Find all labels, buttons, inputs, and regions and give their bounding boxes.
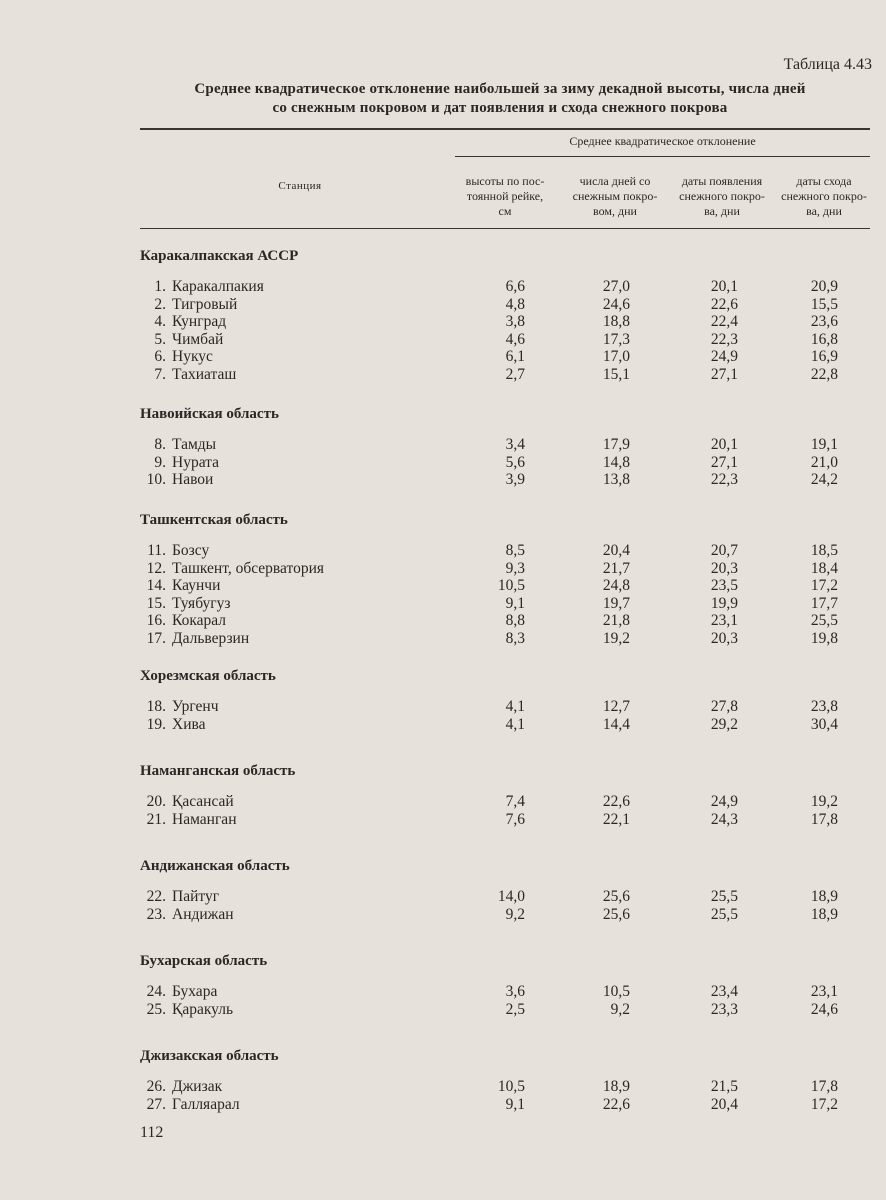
value-cell: 22,3 — [710, 330, 738, 348]
value-cell: 10,5 — [602, 983, 630, 1000]
value-cell: 20,1 — [710, 436, 738, 453]
station-name: Тамды — [172, 436, 217, 453]
value-cell: 7,4 — [505, 793, 525, 810]
value-cell: 23,4 — [710, 983, 738, 1000]
page-number: 112 — [140, 1124, 164, 1141]
station-number: 25. — [146, 1000, 166, 1018]
value-cell: 15,1 — [602, 365, 630, 383]
value-cell: 30,4 — [810, 715, 838, 733]
station-name: Навои — [172, 471, 214, 488]
value-cell: 25,6 — [602, 888, 630, 905]
table-row — [0, 888, 886, 906]
value-cell: 24,9 — [710, 793, 738, 810]
value-cell: 13,8 — [602, 471, 630, 488]
value-cell: 17,7 — [810, 594, 838, 612]
table-row — [0, 278, 886, 296]
group-title: Каракалпакская АССР — [140, 248, 299, 264]
value-cell: 21,5 — [710, 1078, 738, 1095]
value-cell: 24,9 — [710, 348, 738, 365]
table-row — [0, 313, 886, 331]
super-header-rule — [455, 156, 870, 157]
station-number: 16. — [146, 612, 166, 629]
value-cell: 17,2 — [810, 577, 838, 594]
value-cell: 20,4 — [602, 542, 630, 559]
station-number: 20. — [146, 793, 166, 810]
value-cell: 14,8 — [602, 453, 630, 471]
value-cell: 23,8 — [810, 698, 838, 715]
value-cell: 9,1 — [505, 594, 525, 612]
table-title — [150, 80, 850, 118]
table-row — [0, 716, 886, 734]
station-name: Кунград — [172, 313, 227, 330]
value-cell: 22,6 — [602, 793, 630, 810]
table-row — [0, 471, 886, 489]
value-cell: 24,6 — [602, 295, 630, 313]
value-cell: 4,1 — [505, 715, 525, 733]
group-title: Навоийская область — [140, 406, 279, 422]
table-row — [0, 595, 886, 613]
station-number: 21. — [146, 810, 166, 828]
station-name: Ташкент, обсерватория — [172, 559, 324, 577]
value-cell: 2,5 — [505, 1000, 525, 1018]
table-row — [0, 1001, 886, 1019]
value-cell: 27,1 — [710, 453, 738, 471]
value-cell: 20,3 — [710, 559, 738, 577]
value-cell: 20,9 — [810, 278, 838, 295]
value-cell: 25,5 — [810, 612, 838, 629]
value-cell: 7,6 — [505, 810, 525, 828]
value-cell: 21,7 — [602, 559, 630, 577]
table-row — [0, 577, 886, 595]
value-cell: 20,3 — [710, 629, 738, 647]
top-rule — [140, 128, 870, 130]
value-cell: 18,4 — [810, 559, 838, 577]
value-cell: 8,3 — [505, 629, 525, 647]
value-cell: 22,1 — [602, 810, 630, 828]
station-name: Бозсу — [172, 542, 210, 559]
station-name: Хива — [172, 715, 206, 733]
value-cell: 22,8 — [810, 365, 838, 383]
station-header: Станция — [278, 180, 322, 192]
station-name: Наманган — [172, 810, 237, 828]
station-name: Галляарал — [172, 1095, 240, 1113]
value-cell: 5,6 — [505, 453, 525, 471]
value-cell: 14,4 — [602, 715, 630, 733]
station-number: 2. — [154, 295, 166, 313]
station-number: 14. — [146, 577, 166, 594]
header-bottom-rule — [140, 228, 870, 229]
station-name: Дальверзин — [172, 629, 250, 647]
column-header-onset-date: даты появления снежного покро- ва, дни — [679, 174, 765, 218]
station-number: 22. — [146, 888, 166, 905]
station-name: Чимбай — [172, 330, 224, 348]
value-cell: 17,3 — [602, 330, 630, 348]
station-number: 24. — [146, 983, 166, 1000]
station-name: Қасансай — [172, 793, 234, 810]
station-number: 26. — [146, 1078, 166, 1095]
group-title: Ташкентская область — [140, 512, 288, 528]
station-number: 1. — [154, 278, 166, 295]
station-name: Кокарал — [172, 612, 226, 629]
value-cell: 19,9 — [710, 594, 738, 612]
value-cell: 3,6 — [505, 983, 525, 1000]
value-cell: 8,8 — [505, 612, 525, 629]
value-cell: 21,0 — [810, 453, 838, 471]
value-cell: 20,4 — [710, 1095, 738, 1113]
group-title: Бухарская область — [140, 953, 268, 969]
table-row — [0, 612, 886, 630]
value-cell: 19,2 — [602, 629, 630, 647]
station-number: 8. — [154, 436, 166, 453]
station-number: 23. — [146, 905, 166, 923]
station-name: Ургенч — [172, 698, 219, 715]
value-cell: 15,5 — [810, 295, 838, 313]
value-cell: 23,6 — [810, 313, 838, 330]
column-header-melt-date: даты схода снежного покро- ва, дни — [781, 174, 867, 218]
value-cell: 25,5 — [710, 905, 738, 923]
station-name: Каунчи — [172, 577, 221, 594]
table-label: Таблица 4.43 — [783, 56, 872, 73]
table-row — [0, 630, 886, 648]
table-row — [0, 296, 886, 314]
value-cell: 6,1 — [505, 348, 525, 365]
table-title-line-1: Среднее квадратическое отклонение наибольшей за зиму декадной высоты, числа дней — [194, 81, 806, 97]
table-title-line-2: со снежным покровом и дат появления и схода снежного покрова — [272, 100, 728, 116]
value-cell: 19,1 — [810, 436, 838, 453]
value-cell: 22,6 — [602, 1095, 630, 1113]
value-cell: 27,1 — [710, 365, 738, 383]
value-cell: 18,9 — [810, 905, 838, 923]
value-cell: 24,6 — [810, 1000, 838, 1018]
table-row — [0, 906, 886, 924]
station-name: Нурата — [172, 453, 220, 471]
value-cell: 23,3 — [710, 1000, 738, 1018]
value-cell: 9,2 — [610, 1000, 630, 1018]
station-name: Джизак — [172, 1078, 223, 1095]
station-number: 27. — [146, 1095, 166, 1113]
station-name: Қаракуль — [172, 1000, 234, 1018]
value-cell: 23,5 — [710, 577, 738, 594]
value-cell: 22,6 — [710, 295, 738, 313]
station-name: Бухара — [172, 983, 218, 1000]
value-cell: 17,0 — [602, 348, 630, 365]
column-header-height: высоты по пос- тоянной рейке, см — [465, 174, 545, 218]
station-number: 15. — [146, 594, 166, 612]
value-cell: 19,2 — [810, 793, 838, 810]
station-number: 11. — [147, 542, 166, 559]
value-cell: 16,9 — [810, 348, 838, 365]
table-row — [0, 454, 886, 472]
value-cell: 9,2 — [505, 905, 525, 923]
value-cell: 24,3 — [710, 810, 738, 828]
value-cell: 12,7 — [602, 698, 630, 715]
station-number: 5. — [154, 330, 166, 348]
value-cell: 23,1 — [710, 612, 738, 629]
column-header-snow-days: числа дней со снежным покро- вом, дни — [572, 174, 658, 218]
group-title: Хорезмская область — [140, 668, 276, 684]
value-cell: 14,0 — [497, 888, 525, 905]
table-row — [0, 811, 886, 829]
value-cell: 24,2 — [810, 471, 838, 488]
value-cell: 17,2 — [810, 1095, 838, 1113]
value-cell: 18,5 — [810, 542, 838, 559]
value-cell: 3,4 — [505, 436, 525, 453]
value-cell: 20,7 — [710, 542, 738, 559]
value-cell: 22,4 — [710, 313, 738, 330]
value-cell: 19,7 — [602, 594, 630, 612]
table-row — [0, 331, 886, 349]
value-cell: 17,9 — [602, 436, 630, 453]
value-cell: 4,8 — [505, 295, 525, 313]
station-name: Пайтуг — [172, 888, 220, 905]
station-number: 7. — [154, 365, 166, 383]
table-row — [0, 1078, 886, 1096]
table-row — [0, 348, 886, 366]
value-cell: 3,9 — [505, 471, 525, 488]
group-title: Андижанская область — [140, 858, 290, 874]
value-cell: 10,5 — [497, 577, 525, 594]
station-number: 9. — [154, 453, 166, 471]
value-cell: 17,8 — [810, 1078, 838, 1095]
table-row — [0, 560, 886, 578]
super-header: Среднее квадратическое отклонение — [569, 134, 756, 148]
table-row — [0, 983, 886, 1001]
value-cell: 4,1 — [505, 698, 525, 715]
table-row — [0, 436, 886, 454]
value-cell: 25,6 — [602, 905, 630, 923]
value-cell: 18,9 — [602, 1078, 630, 1095]
value-cell: 3,8 — [505, 313, 525, 330]
station-name: Тахиаташ — [172, 365, 237, 383]
value-cell: 27,8 — [710, 698, 738, 715]
value-cell: 20,1 — [710, 278, 738, 295]
station-number: 12. — [146, 559, 166, 577]
value-cell: 18,8 — [602, 313, 630, 330]
station-number: 10. — [146, 471, 166, 488]
value-cell: 25,5 — [710, 888, 738, 905]
value-cell: 24,8 — [602, 577, 630, 594]
station-number: 17. — [146, 629, 166, 647]
value-cell: 10,5 — [497, 1078, 525, 1095]
table-row — [0, 1096, 886, 1114]
value-cell: 23,1 — [810, 983, 838, 1000]
table-row — [0, 793, 886, 811]
station-name: Туябугуз — [172, 594, 231, 612]
station-name: Тигровый — [172, 295, 238, 313]
station-number: 6. — [154, 348, 166, 365]
table-row — [0, 542, 886, 560]
value-cell: 29,2 — [710, 715, 738, 733]
value-cell: 16,8 — [810, 330, 838, 348]
station-number: 18. — [146, 698, 166, 715]
value-cell: 22,3 — [710, 471, 738, 488]
group-title: Джизакская область — [140, 1048, 279, 1064]
value-cell: 9,1 — [505, 1095, 525, 1113]
value-cell: 4,6 — [505, 330, 525, 348]
value-cell: 6,6 — [505, 278, 525, 295]
value-cell: 9,3 — [505, 559, 525, 577]
value-cell: 27,0 — [602, 278, 630, 295]
station-number: 4. — [154, 313, 166, 330]
value-cell: 18,9 — [810, 888, 838, 905]
group-title: Наманганская область — [140, 763, 296, 779]
station-name: Нукус — [172, 348, 213, 365]
station-name: Андижан — [172, 905, 234, 923]
value-cell: 2,7 — [505, 365, 525, 383]
value-cell: 21,8 — [602, 612, 630, 629]
station-name: Каракалпакия — [172, 278, 264, 295]
value-cell: 17,8 — [810, 810, 838, 828]
station-number: 19. — [146, 715, 166, 733]
value-cell: 8,5 — [505, 542, 525, 559]
table-row — [0, 366, 886, 384]
table-row — [0, 698, 886, 716]
value-cell: 19,8 — [810, 629, 838, 647]
